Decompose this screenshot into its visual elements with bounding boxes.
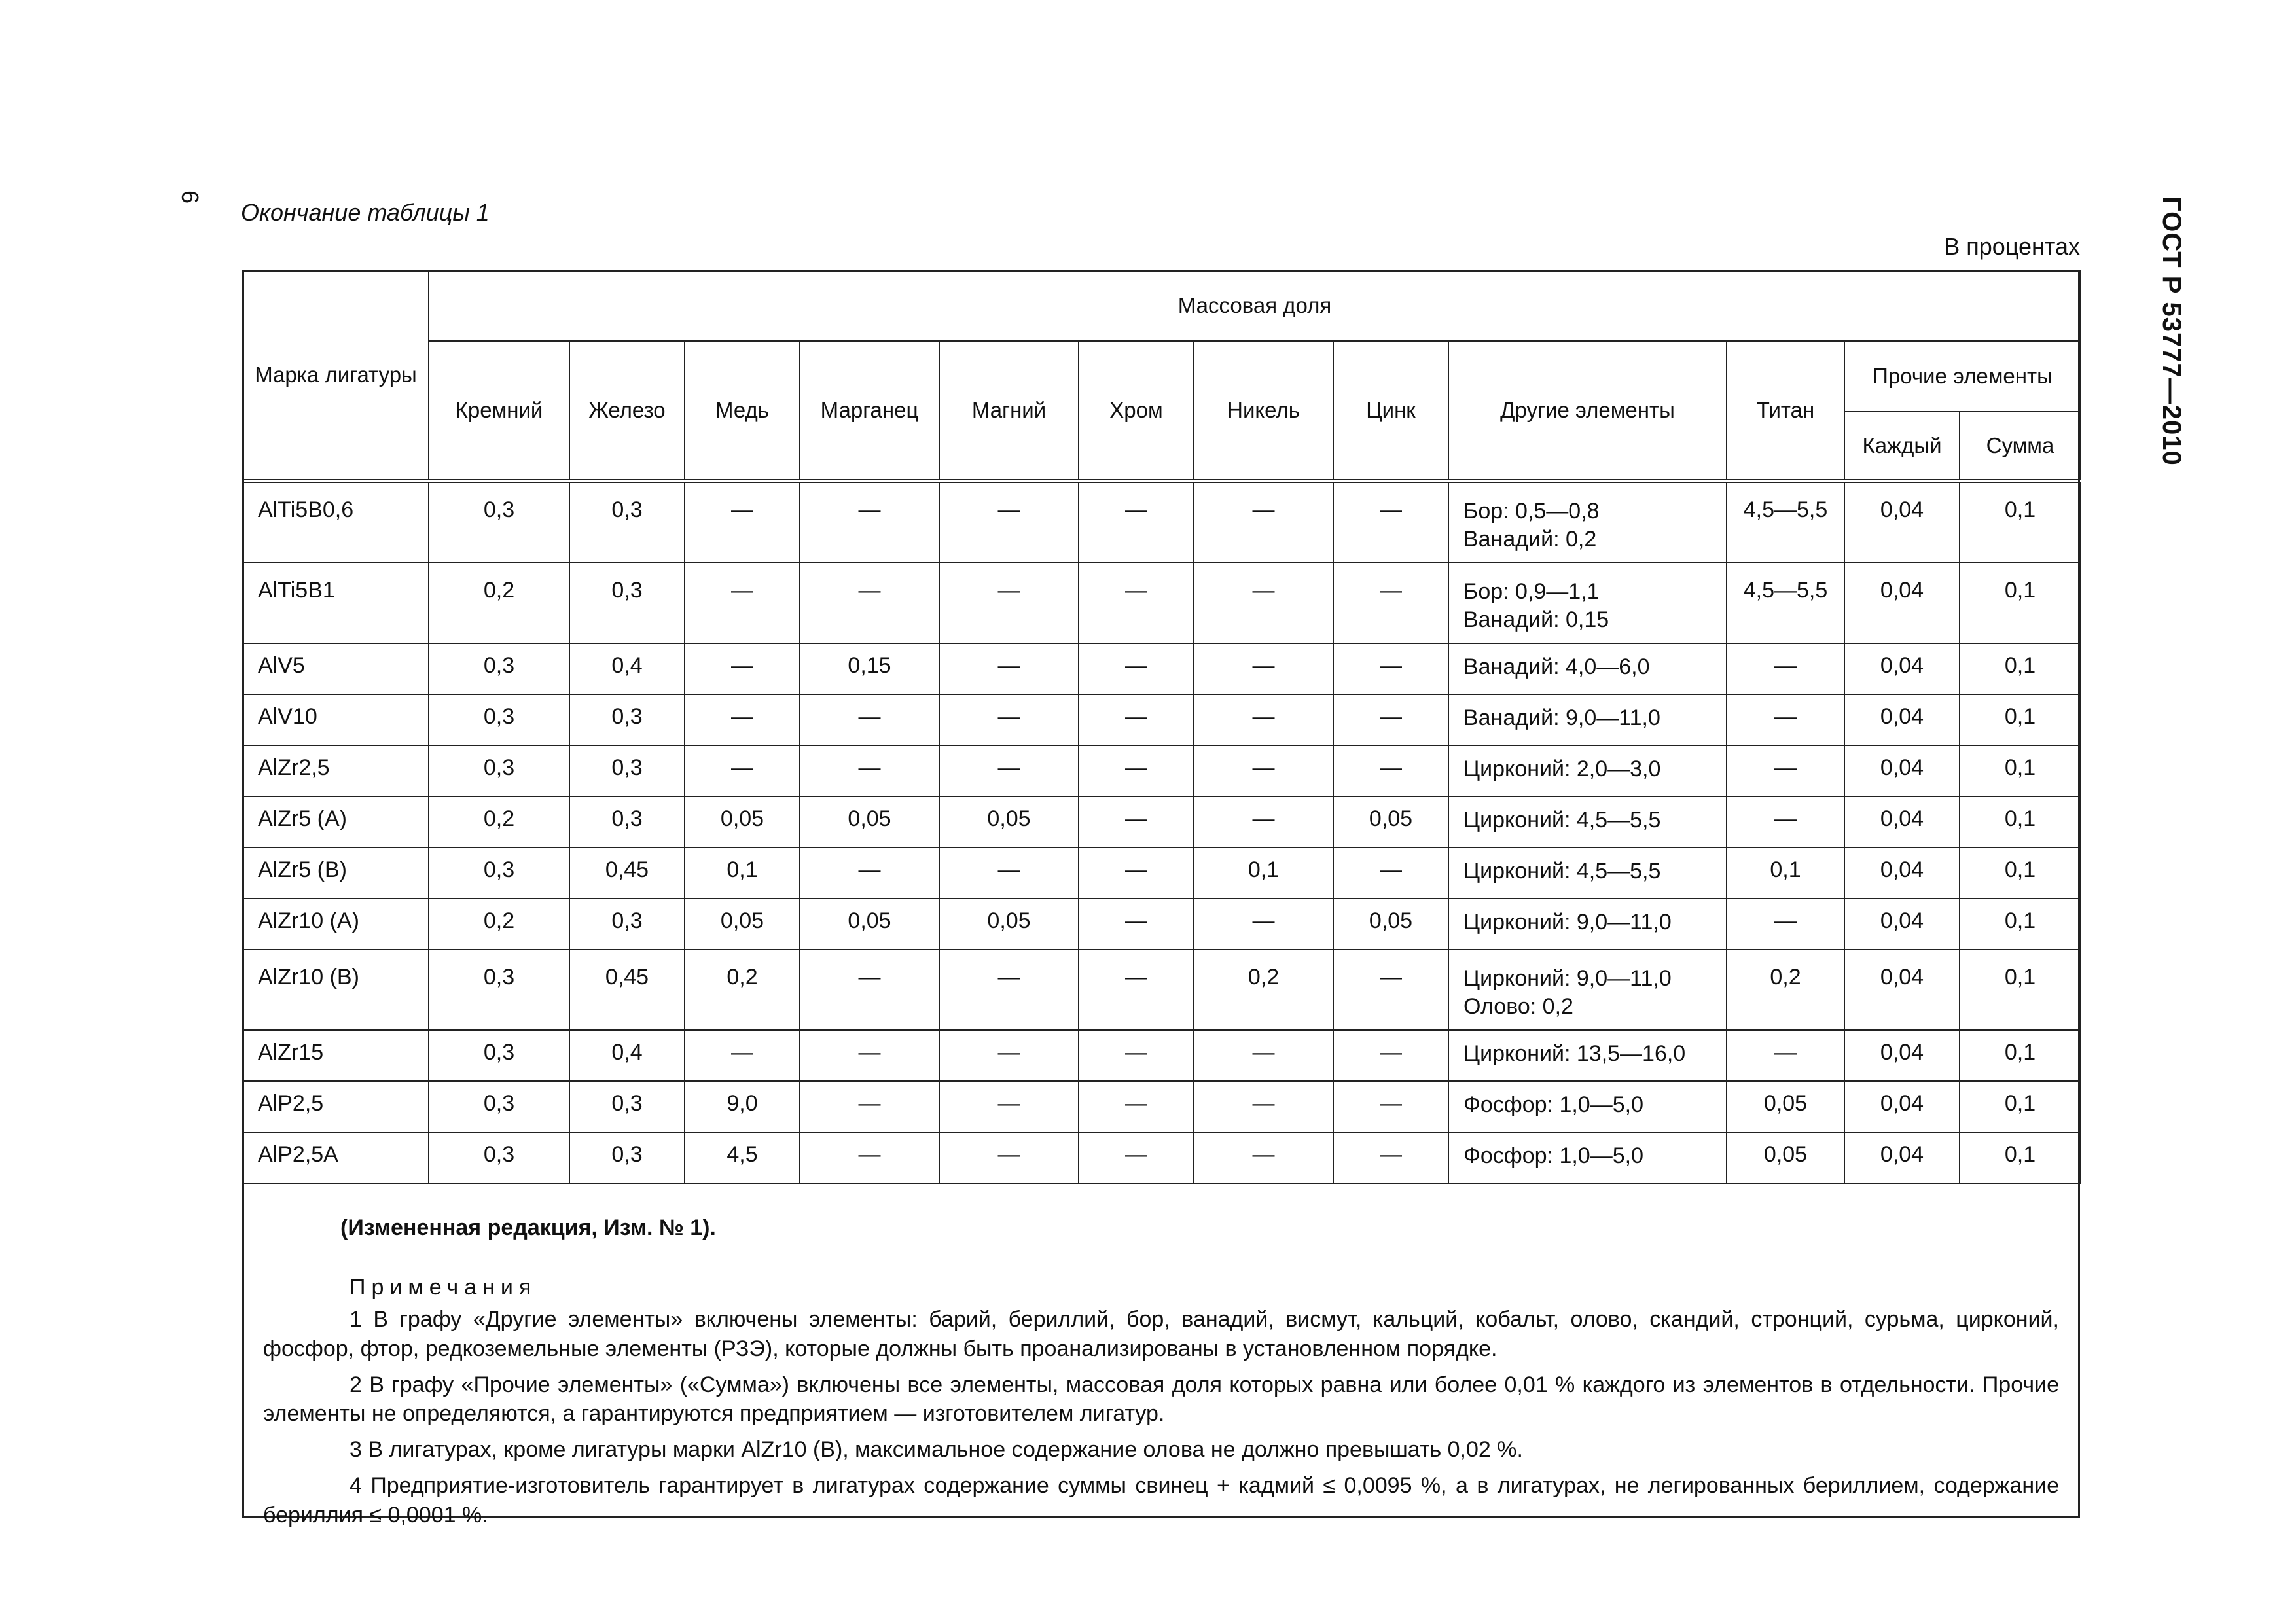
- cell-silicon: 0,3: [429, 847, 569, 899]
- cell-magnesium: —: [939, 745, 1079, 796]
- table-body: [243, 481, 2081, 1183]
- cell-magnesium: —: [939, 643, 1079, 694]
- note-item-3: 3 В лигатурах, кроме лигатуры марки AlZr10 (B), максимальное содержание олова не должно превышать 0,02 %.: [350, 1437, 1523, 1463]
- cell-magnesium: —: [939, 694, 1079, 745]
- cell-misc-sum: 0,1: [1960, 847, 2081, 899]
- cell-silicon: 0,3: [429, 694, 569, 745]
- cell-zinc: —: [1333, 950, 1448, 1030]
- cell-titanium: 4,5—5,5: [1727, 563, 1844, 643]
- header-zinc: Цинк: [1333, 341, 1448, 481]
- cell-iron: 0,45: [569, 950, 685, 1030]
- header-sum: Сумма: [1960, 412, 2081, 481]
- cell-silicon: 0,3: [429, 1081, 569, 1132]
- notes-section: [243, 1185, 2079, 1527]
- cell-misc-each: 0,04: [1844, 1030, 1960, 1081]
- header-grade: Марка лигатуры: [243, 270, 429, 481]
- note-item-1: 1 В графу «Другие элементы» включены элементы: барий, бериллий, бор, ванадий, висмут, кальций, кобальт, олово, скандий, стронций, сурьма, цирконий, фосфор, фтор, редкоземельные элементы (РЗЭ), которые должны быть проанализированы в установленном порядке.: [263, 1306, 2059, 1361]
- note-item-2: 2 В графу «Прочие элементы» («Сумма») включены все элементы, массовая доля которых равна или более 0,01 % каждого из элементов в отдельности. Прочие элементы не определяются, а гарантируются предприятием — изготовителем лигатур.: [263, 1372, 2059, 1427]
- table-row: [243, 643, 2081, 694]
- cell-copper: 9,0: [685, 1081, 800, 1132]
- cell-nickel: 0,2: [1194, 950, 1333, 1030]
- cell-nickel: —: [1194, 1132, 1333, 1183]
- units-label: В процентах: [1944, 233, 2080, 260]
- header-each: Каждый: [1844, 412, 1960, 481]
- table-row: [243, 563, 2081, 643]
- cell-nickel: —: [1194, 1030, 1333, 1081]
- cell-magnesium: —: [939, 1132, 1079, 1183]
- cell-chromium: —: [1079, 1081, 1194, 1132]
- cell-magnesium: —: [939, 1081, 1079, 1132]
- cell-manganese: 0,15: [800, 643, 939, 694]
- cell-manganese: —: [800, 1030, 939, 1081]
- cell-zinc: —: [1333, 563, 1448, 643]
- cell-copper: 0,2: [685, 950, 800, 1030]
- cell-copper: —: [685, 481, 800, 563]
- cell-nickel: —: [1194, 745, 1333, 796]
- cell-silicon: 0,3: [429, 481, 569, 563]
- cell-grade: AlZr15: [243, 1030, 429, 1081]
- cell-other-elements: Цирконий: 13,5—16,0: [1448, 1030, 1727, 1081]
- cell-titanium: —: [1727, 694, 1844, 745]
- cell-chromium: —: [1079, 481, 1194, 563]
- cell-titanium: —: [1727, 796, 1844, 847]
- cell-silicon: 0,2: [429, 796, 569, 847]
- header-copper: Медь: [685, 341, 800, 481]
- cell-grade: AlP2,5: [243, 1081, 429, 1132]
- cell-grade: AlV5: [243, 643, 429, 694]
- cell-zinc: —: [1333, 847, 1448, 899]
- cell-copper: —: [685, 643, 800, 694]
- header-misc-elements: Прочие элементы: [1844, 341, 2081, 412]
- cell-magnesium: 0,05: [939, 796, 1079, 847]
- table-row: [243, 1081, 2081, 1132]
- cell-misc-each: 0,04: [1844, 643, 1960, 694]
- cell-other-elements: Цирконий: 4,5—5,5: [1448, 847, 1727, 899]
- cell-chromium: —: [1079, 643, 1194, 694]
- cell-chromium: —: [1079, 950, 1194, 1030]
- cell-nickel: —: [1194, 1081, 1333, 1132]
- cell-manganese: —: [800, 481, 939, 563]
- cell-magnesium: 0,05: [939, 899, 1079, 950]
- cell-iron: 0,4: [569, 643, 685, 694]
- cell-chromium: —: [1079, 1030, 1194, 1081]
- table-row: [243, 745, 2081, 796]
- cell-silicon: 0,3: [429, 745, 569, 796]
- cell-manganese: 0,05: [800, 796, 939, 847]
- cell-manganese: —: [800, 1132, 939, 1183]
- cell-misc-each: 0,04: [1844, 1132, 1960, 1183]
- cell-other-elements: Фосфор: 1,0—5,0: [1448, 1081, 1727, 1132]
- header-magnesium: Магний: [939, 341, 1079, 481]
- cell-other-elements: Фосфор: 1,0—5,0: [1448, 1132, 1727, 1183]
- cell-iron: 0,45: [569, 847, 685, 899]
- cell-misc-each: 0,04: [1844, 796, 1960, 847]
- cell-misc-sum: 0,1: [1960, 481, 2081, 563]
- cell-iron: 0,3: [569, 1081, 685, 1132]
- cell-manganese: —: [800, 1081, 939, 1132]
- page-number: 6: [177, 190, 204, 204]
- cell-misc-sum: 0,1: [1960, 950, 2081, 1030]
- table-row: [243, 950, 2081, 1030]
- cell-misc-each: 0,04: [1844, 847, 1960, 899]
- header-manganese: Марганец: [800, 341, 939, 481]
- cell-copper: —: [685, 1030, 800, 1081]
- header-nickel: Никель: [1194, 341, 1333, 481]
- cell-manganese: —: [800, 950, 939, 1030]
- cell-misc-sum: 0,1: [1960, 899, 2081, 950]
- header-silicon: Кремний: [429, 341, 569, 481]
- table-row: [243, 1132, 2081, 1183]
- cell-misc-sum: 0,1: [1960, 1081, 2081, 1132]
- cell-iron: 0,3: [569, 899, 685, 950]
- cell-iron: 0,3: [569, 745, 685, 796]
- cell-grade: AlZr5 (B): [243, 847, 429, 899]
- cell-titanium: —: [1727, 1030, 1844, 1081]
- cell-iron: 0,3: [569, 796, 685, 847]
- cell-misc-sum: 0,1: [1960, 563, 2081, 643]
- alloy-composition-table: [242, 270, 2081, 1184]
- cell-copper: —: [685, 694, 800, 745]
- cell-chromium: —: [1079, 1132, 1194, 1183]
- cell-chromium: —: [1079, 563, 1194, 643]
- cell-grade: AlTi5B0,6: [243, 481, 429, 563]
- cell-silicon: 0,3: [429, 950, 569, 1030]
- cell-magnesium: —: [939, 950, 1079, 1030]
- cell-other-elements: Бор: 0,5—0,8 Ванадий: 0,2: [1448, 481, 1727, 563]
- cell-manganese: —: [800, 563, 939, 643]
- cell-other-elements: Цирконий: 2,0—3,0: [1448, 745, 1727, 796]
- header-iron: Железо: [569, 341, 685, 481]
- cell-iron: 0,3: [569, 563, 685, 643]
- cell-misc-each: 0,04: [1844, 950, 1960, 1030]
- cell-manganese: —: [800, 694, 939, 745]
- cell-manganese: 0,05: [800, 899, 939, 950]
- cell-misc-each: 0,04: [1844, 899, 1960, 950]
- cell-titanium: —: [1727, 745, 1844, 796]
- cell-misc-sum: 0,1: [1960, 1030, 2081, 1081]
- cell-copper: 0,1: [685, 847, 800, 899]
- cell-zinc: —: [1333, 1081, 1448, 1132]
- header-chromium: Хром: [1079, 341, 1194, 481]
- cell-magnesium: —: [939, 1030, 1079, 1081]
- note-item-4: 4 Предприятие-изготовитель гарантирует в лигатурах содержание суммы свинец + кадмий ≤ 0,0095 %, а в лигатурах, не легированных бериллием, содержание бериллия ≤ 0,0001 %.: [263, 1473, 2059, 1527]
- cell-zinc: —: [1333, 1132, 1448, 1183]
- cell-titanium: 0,1: [1727, 847, 1844, 899]
- cell-titanium: 0,05: [1727, 1081, 1844, 1132]
- standard-code: ГОСТ Р 53777—2010: [2157, 196, 2186, 466]
- header-titanium: Титан: [1727, 341, 1844, 481]
- cell-chromium: —: [1079, 847, 1194, 899]
- cell-copper: 4,5: [685, 1132, 800, 1183]
- table-row: [243, 899, 2081, 950]
- cell-nickel: —: [1194, 694, 1333, 745]
- cell-grade: AlZr5 (A): [243, 796, 429, 847]
- cell-manganese: —: [800, 847, 939, 899]
- cell-titanium: —: [1727, 643, 1844, 694]
- cell-zinc: 0,05: [1333, 796, 1448, 847]
- cell-nickel: —: [1194, 563, 1333, 643]
- cell-copper: —: [685, 563, 800, 643]
- cell-misc-each: 0,04: [1844, 694, 1960, 745]
- cell-iron: 0,3: [569, 481, 685, 563]
- cell-grade: AlZr2,5: [243, 745, 429, 796]
- cell-misc-sum: 0,1: [1960, 694, 2081, 745]
- amendment-note: (Измененная редакция, Изм. № 1).: [340, 1215, 716, 1240]
- cell-nickel: 0,1: [1194, 847, 1333, 899]
- cell-silicon: 0,3: [429, 1132, 569, 1183]
- cell-grade: AlV10: [243, 694, 429, 745]
- cell-misc-each: 0,04: [1844, 745, 1960, 796]
- cell-misc-each: 0,04: [1844, 563, 1960, 643]
- cell-magnesium: —: [939, 847, 1079, 899]
- cell-misc-each: 0,04: [1844, 481, 1960, 563]
- header-mass-fraction: Массовая доля: [429, 270, 2081, 341]
- table-row: [243, 847, 2081, 899]
- cell-silicon: 0,2: [429, 899, 569, 950]
- cell-misc-sum: 0,1: [1960, 1132, 2081, 1183]
- cell-silicon: 0,3: [429, 643, 569, 694]
- cell-misc-each: 0,04: [1844, 1081, 1960, 1132]
- cell-nickel: —: [1194, 481, 1333, 563]
- cell-zinc: —: [1333, 745, 1448, 796]
- cell-iron: 0,3: [569, 1132, 685, 1183]
- cell-magnesium: —: [939, 481, 1079, 563]
- cell-nickel: —: [1194, 796, 1333, 847]
- cell-other-elements: Цирконий: 4,5—5,5: [1448, 796, 1727, 847]
- cell-copper: 0,05: [685, 796, 800, 847]
- cell-silicon: 0,3: [429, 1030, 569, 1081]
- cell-chromium: —: [1079, 899, 1194, 950]
- cell-magnesium: —: [939, 563, 1079, 643]
- cell-zinc: —: [1333, 643, 1448, 694]
- cell-misc-sum: 0,1: [1960, 745, 2081, 796]
- cell-other-elements: Бор: 0,9—1,1 Ванадий: 0,15: [1448, 563, 1727, 643]
- cell-iron: 0,3: [569, 694, 685, 745]
- cell-other-elements: Цирконий: 9,0—11,0: [1448, 899, 1727, 950]
- cell-grade: AlP2,5A: [243, 1132, 429, 1183]
- table-row: [243, 694, 2081, 745]
- notes-heading: Примечания: [350, 1274, 537, 1300]
- cell-copper: 0,05: [685, 899, 800, 950]
- cell-zinc: —: [1333, 481, 1448, 563]
- cell-grade: AlZr10 (B): [243, 950, 429, 1030]
- table-row: [243, 1030, 2081, 1081]
- cell-copper: —: [685, 745, 800, 796]
- cell-grade: AlTi5B1: [243, 563, 429, 643]
- cell-zinc: —: [1333, 1030, 1448, 1081]
- cell-titanium: 0,05: [1727, 1132, 1844, 1183]
- cell-titanium: —: [1727, 899, 1844, 950]
- cell-nickel: —: [1194, 643, 1333, 694]
- cell-other-elements: Цирконий: 9,0—11,0 Олово: 0,2: [1448, 950, 1727, 1030]
- cell-misc-sum: 0,1: [1960, 643, 2081, 694]
- table-row: [243, 481, 2081, 563]
- cell-titanium: 4,5—5,5: [1727, 481, 1844, 563]
- cell-grade: AlZr10 (A): [243, 899, 429, 950]
- cell-nickel: —: [1194, 899, 1333, 950]
- cell-chromium: —: [1079, 796, 1194, 847]
- cell-other-elements: Ванадий: 4,0—6,0: [1448, 643, 1727, 694]
- cell-zinc: —: [1333, 694, 1448, 745]
- cell-zinc: 0,05: [1333, 899, 1448, 950]
- table-row: [243, 796, 2081, 847]
- cell-chromium: —: [1079, 745, 1194, 796]
- cell-iron: 0,4: [569, 1030, 685, 1081]
- cell-chromium: —: [1079, 694, 1194, 745]
- header-other-elements: Другие элементы: [1448, 341, 1727, 481]
- cell-other-elements: Ванадий: 9,0—11,0: [1448, 694, 1727, 745]
- cell-misc-sum: 0,1: [1960, 796, 2081, 847]
- cell-silicon: 0,2: [429, 563, 569, 643]
- table-caption: Окончание таблицы 1: [241, 199, 490, 226]
- cell-titanium: 0,2: [1727, 950, 1844, 1030]
- cell-manganese: —: [800, 745, 939, 796]
